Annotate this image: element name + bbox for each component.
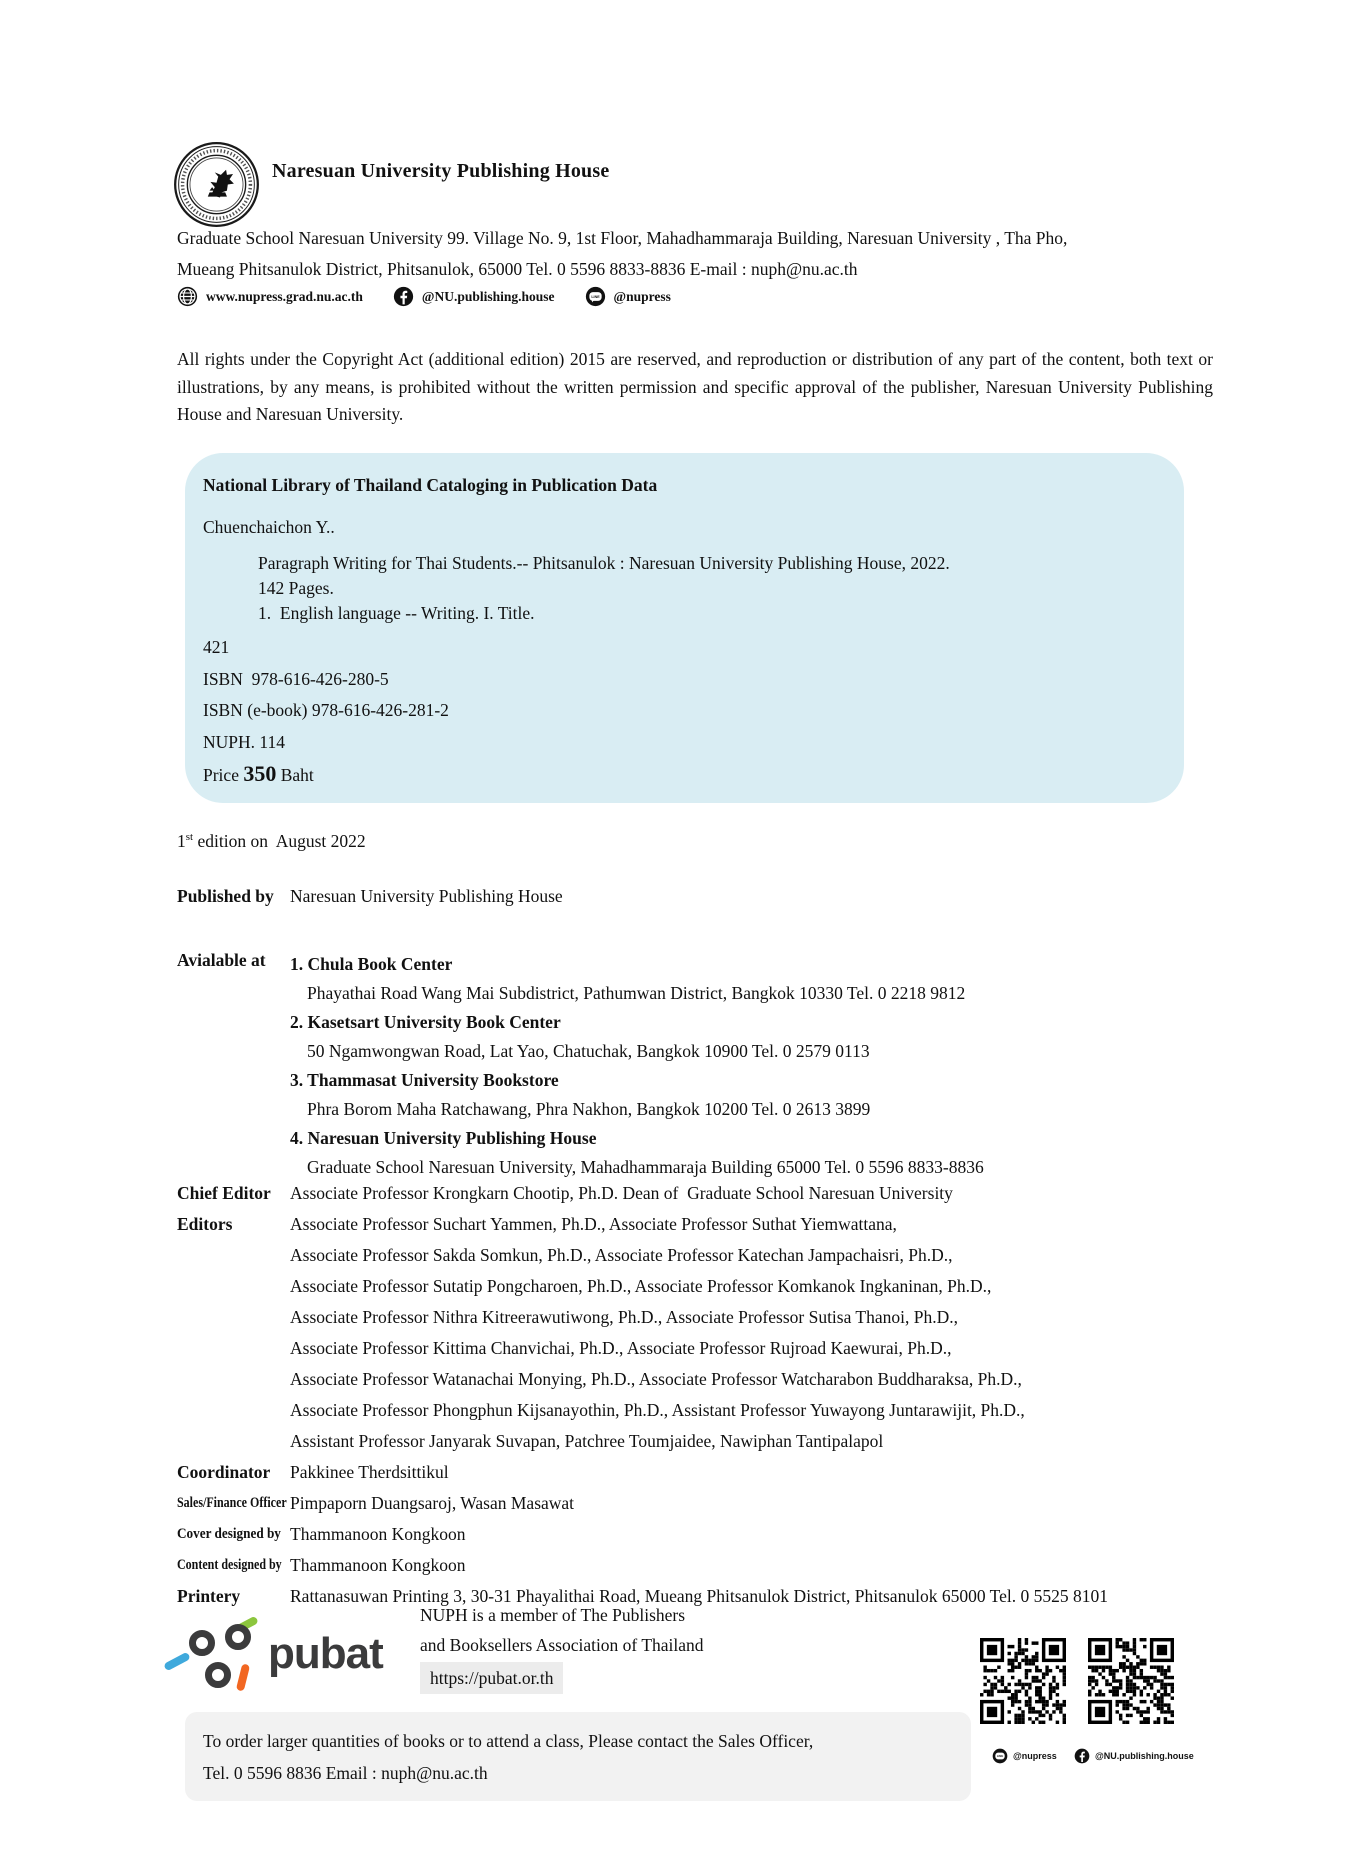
staff-row — [177, 1395, 1217, 1426]
store-address: 50 Ngamwongwan Road, Lat Yao, Chatuchak, Bangkok 10900 Tel. 0 2579 0113 — [307, 1041, 870, 1061]
facebook-item — [393, 286, 555, 307]
staff-label: Chief Editor — [177, 1183, 271, 1203]
store-address: Graduate School Naresuan University, Mahadhammaraja Building 65000 Tel. 0 5596 8833-8836 — [307, 1157, 984, 1177]
staff-text: Rattanasuwan Printing 3, 30-31 Phayalithai Road, Mueang Phitsanulok District, Phitsanulok 65000 Tel. 0 5525 8101 — [290, 1586, 1108, 1606]
edition-number: 1 — [177, 831, 186, 851]
staff-row — [177, 1457, 1217, 1488]
price-line — [203, 758, 1154, 792]
staff-label: Content designed by — [177, 1557, 282, 1573]
cataloging-pages-line: 142 Pages. — [258, 578, 334, 598]
isbn-line: ISBN 978-616-426-280-5 — [203, 668, 389, 689]
pubat-logo-orange-bar — [236, 1663, 250, 1691]
website-item — [177, 286, 363, 307]
price-label: Price — [203, 765, 244, 785]
staff-text: Assistant Professor Janyarak Suvapan, Patchree Toumjaidee, Nawiphan Tantipalapol — [290, 1431, 884, 1451]
staff-label: Coordinator — [177, 1462, 271, 1482]
order-line2: Tel. 0 5596 8836 Email : nuph@nu.ac.th — [203, 1763, 488, 1783]
staff-text: Associate Professor Watanachai Monying, Ph.D., Associate Professor Watcharabon Buddharaksa, Ph.D., — [290, 1369, 1022, 1389]
svg-text:LINE: LINE — [590, 295, 600, 300]
staff-row — [177, 1240, 1217, 1271]
publisher-title: Naresuan University Publishing House — [272, 160, 610, 182]
staff-text: Thammanoon Kongkoon — [290, 1524, 466, 1544]
staff-text: Associate Professor Kittima Chanvichai, Ph.D., Associate Professor Rujroad Kaewurai, Ph.D., — [290, 1338, 952, 1358]
pubat-logo-blue-bar — [163, 1652, 191, 1672]
facebook-icon — [393, 286, 414, 307]
staff-row — [177, 1302, 1217, 1333]
staff-row — [177, 1488, 1217, 1519]
nuph-number-line: NUPH. 114 — [203, 731, 285, 752]
line-icon — [992, 1748, 1008, 1764]
staff-row — [177, 1209, 1217, 1240]
social-links-row — [177, 286, 687, 307]
facebook-qr-label — [1074, 1748, 1194, 1764]
order-info-box — [185, 1712, 971, 1801]
line-icon — [585, 286, 606, 307]
edition-rest: edition on August 2022 — [193, 831, 366, 851]
published-by-row — [177, 886, 563, 907]
cataloging-heading: National Library of Thailand Cataloging in Publication Data — [203, 475, 658, 495]
price-unit: Baht — [276, 765, 314, 785]
pubat-logo-donut — [205, 1662, 231, 1688]
staff-text: Associate Professor Phongphun Kijsanayothin, Ph.D., Assistant Professor Yuwayong Juntarawijit, Ph.D., — [290, 1400, 1025, 1420]
store-list — [290, 950, 984, 1182]
cataloging-title-line: Paragraph Writing for Thai Students.-- Phitsanulok : Naresuan University Publishing House, 2022. — [258, 553, 950, 573]
staff-text: Associate Professor Nithra Kitreerawutiwong, Ph.D., Associate Professor Sutisa Thanoi, Ph.D., — [290, 1307, 958, 1327]
cataloging-author: Chuenchaichon Y.. — [203, 517, 335, 537]
staff-text: Pakkinee Therdsittikul — [290, 1462, 449, 1482]
publisher-address-line2: Mueang Phitsanulok District, Phitsanulok, 65000 Tel. 0 5596 8833-8836 E-mail : nuph@nu.ac.th — [177, 259, 858, 279]
pubat-url: https://pubat.or.th — [420, 1662, 563, 1694]
line-qr-code — [980, 1638, 1066, 1724]
staff-text: Associate Professor Krongkarn Chootip, Ph.D. Dean of Graduate School Naresuan University — [290, 1183, 953, 1203]
available-at-section — [177, 950, 984, 1182]
website-url: www.nupress.grad.nu.ac.th — [206, 288, 363, 304]
store-name: 4. Naresuan University Publishing House — [290, 1128, 597, 1148]
staff-credits — [177, 1178, 1217, 1612]
available-at-label: Avialable at — [177, 950, 266, 970]
staff-row — [177, 1550, 1217, 1581]
staff-text: Pimpaporn Duangsaroj, Wasan Masawat — [290, 1493, 575, 1513]
staff-text: Associate Professor Sutatip Pongcharoen, Ph.D., Associate Professor Komkanok Ingkaninan, Ph.D., — [290, 1276, 992, 1296]
staff-label: Sales/Finance Officer — [177, 1495, 287, 1511]
line-qr-label — [992, 1748, 1057, 1764]
store-name: 3. Thammasat University Bookstore — [290, 1070, 559, 1090]
svg-text:LINE: LINE — [996, 1754, 1004, 1759]
copyright-notice: All rights under the Copyright Act (additional edition) 2015 are reserved, and reproduction or distribution of any part of the content, both text or illustrations, by any means, is prohibited without the written permission and specific approval of the publisher, Naresuan University Publishing House and Naresuan University. — [177, 349, 1213, 424]
store-name: 2. Kasetsart University Book Center — [290, 1012, 561, 1032]
isbn-ebook-line: ISBN (e-book) 978-616-426-281-2 — [203, 700, 449, 720]
line-handle: @nupress — [613, 288, 671, 304]
facebook-handle: @NU.publishing.house — [421, 288, 555, 304]
order-line1: To order larger quantities of books or to attend a class, Please contact the Sales Officer, — [203, 1731, 814, 1751]
line-qr-handle: @nupress — [1013, 1751, 1057, 1761]
globe-icon — [177, 286, 198, 307]
facebook-qr-handle: @NU.publishing.house — [1095, 1751, 1194, 1761]
staff-text: Associate Professor Sakda Somkun, Ph.D., Associate Professor Katechan Jampachaisri, Ph.D., — [290, 1245, 953, 1265]
facebook-qr-code — [1088, 1638, 1174, 1724]
cataloging-subject-line: 1. English language -- Writing. I. Title. — [258, 603, 535, 623]
published-by-value: Naresuan University Publishing House — [290, 886, 563, 906]
staff-row — [177, 1426, 1217, 1457]
staff-row — [177, 1271, 1217, 1302]
store-address: Phra Borom Maha Ratchawang, Phra Nakhon, Bangkok 10200 Tel. 0 2613 3899 — [307, 1099, 871, 1119]
staff-label: Editors — [177, 1214, 233, 1234]
staff-label: Printery — [177, 1586, 241, 1606]
pubat-wordmark: pubat — [268, 1629, 383, 1678]
staff-label: Cover designed by — [177, 1526, 281, 1542]
pubat-logo — [175, 1618, 270, 1696]
edition-ordinal: st — [185, 831, 194, 844]
edition-line — [177, 831, 366, 852]
pubat-logo-donut — [225, 1624, 251, 1650]
staff-row — [177, 1364, 1217, 1395]
price-value: 350 — [243, 761, 277, 786]
staff-text: Associate Professor Suchart Yammen, Ph.D., Associate Professor Suthat Yiemwattana, — [290, 1214, 897, 1234]
staff-row — [177, 1178, 1217, 1209]
store-address: Phayathai Road Wang Mai Subdistrict, Pathumwan District, Bangkok 10330 Tel. 0 2218 9812 — [307, 983, 966, 1003]
staff-text: Thammanoon Kongkoon — [290, 1555, 466, 1575]
facebook-icon — [1074, 1748, 1090, 1764]
membership-line1: NUPH is a member of The Publishers — [420, 1605, 686, 1625]
pubat-logo-donut — [189, 1630, 215, 1656]
membership-line2: and Booksellers Association of Thailand — [420, 1635, 704, 1655]
store-name: 1. Chula Book Center — [290, 954, 453, 974]
line-item — [585, 286, 671, 307]
membership-text — [420, 1600, 704, 1694]
cataloging-box — [185, 453, 1184, 803]
nu-press-seal-logo — [173, 141, 260, 228]
cataloging-call-number: 421 — [203, 637, 230, 657]
published-by-label: Published by — [177, 886, 274, 906]
publisher-address-line1: Graduate School Naresuan University 99. Village No. 9, 1st Floor, Mahadhammaraja Building, Naresuan University , Tha Pho, — [177, 228, 1068, 248]
staff-row — [177, 1333, 1217, 1364]
staff-row — [177, 1519, 1217, 1550]
